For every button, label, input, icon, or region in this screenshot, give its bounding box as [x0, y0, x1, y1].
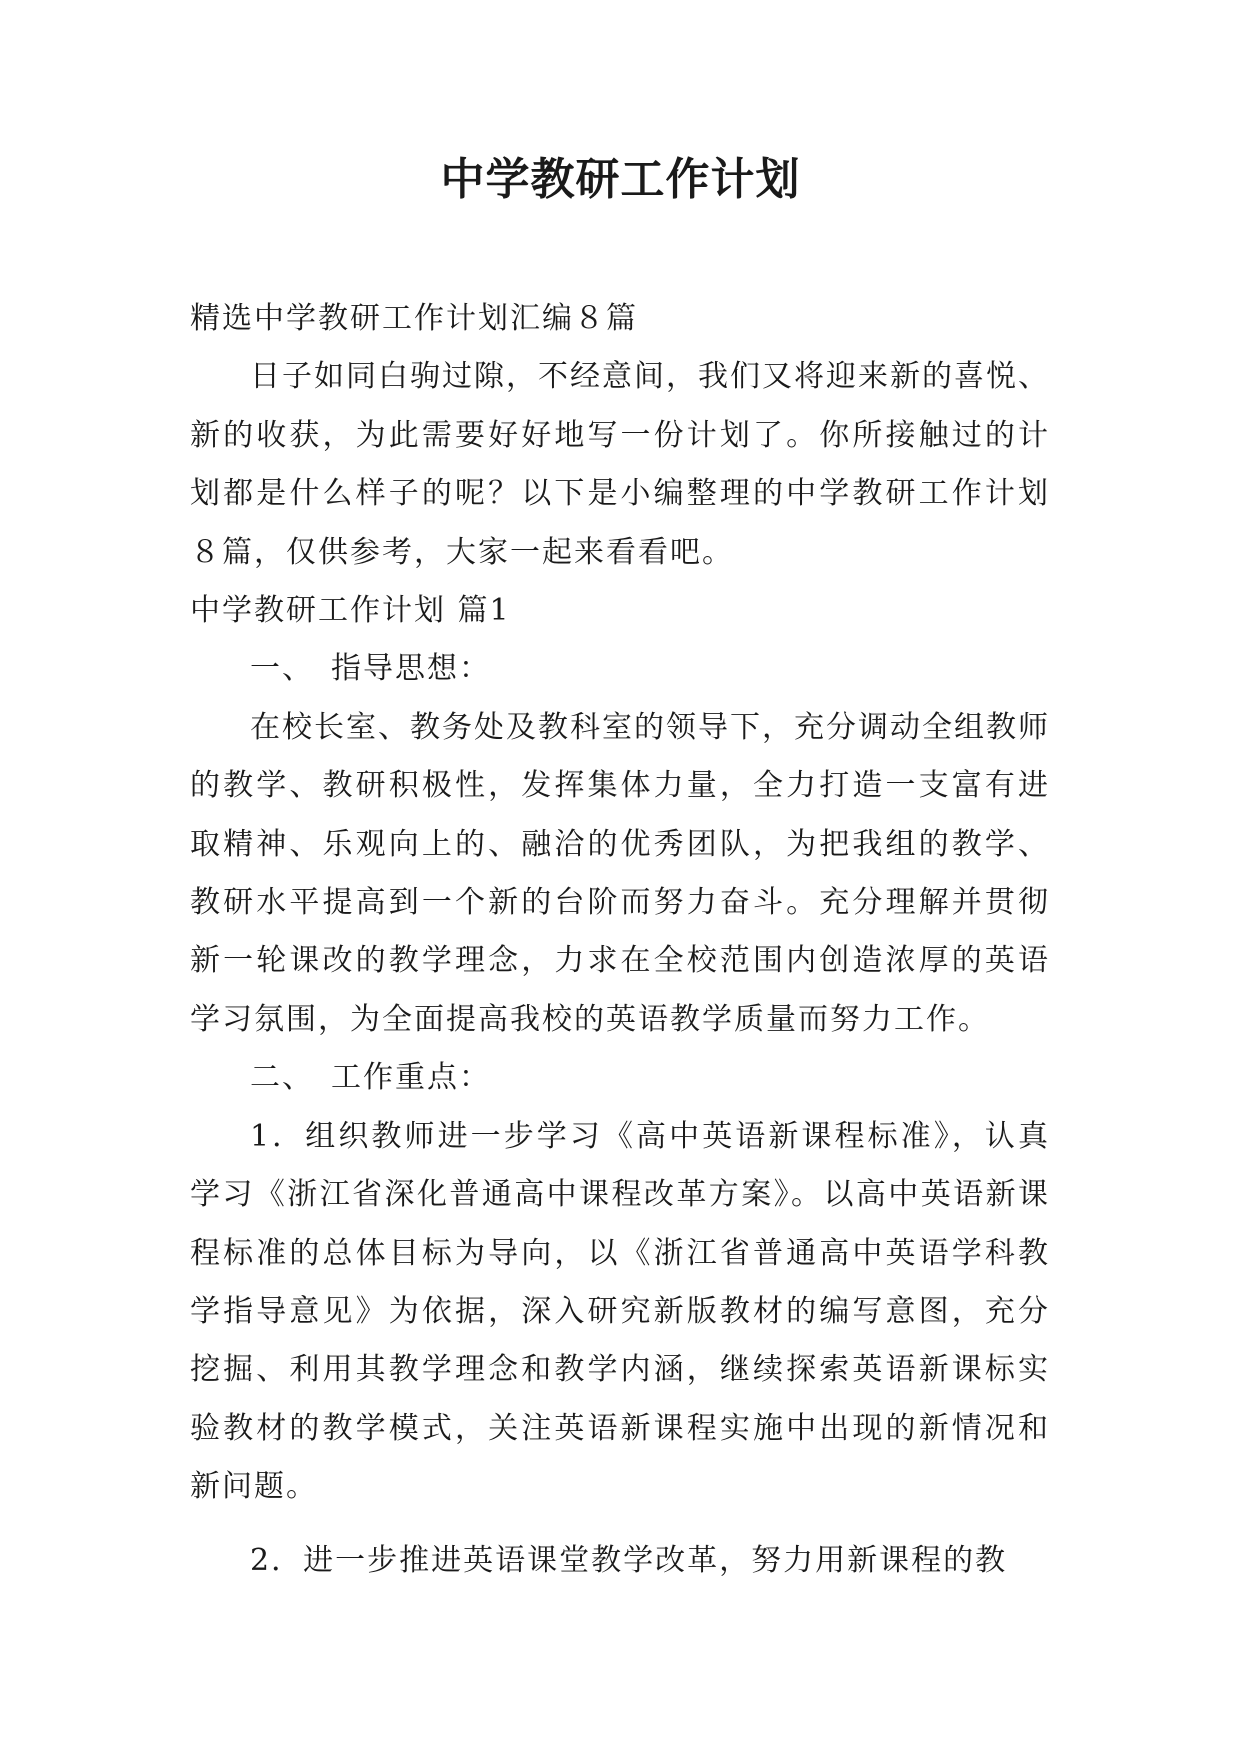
section-heading: 中学教研工作计划 篇1: [190, 593, 511, 629]
subheading-work-focus: 二、 工作重点：: [250, 1060, 491, 1096]
work-focus-item-2: 2．进一步推进英语课堂教学改革，努力用新课程的教: [250, 1542, 1008, 1578]
document-title: 中学教研工作计划: [440, 154, 801, 205]
collection-heading: 精选中学教研工作计划汇编８篇: [190, 301, 638, 336]
work-focus-item-1: 1．组织教师进一步学习《高中英语新课程标准》，认真学习《浙江省深化普通高中课程改革方案》。以高中英语新课程标准的总体目标为导向，以《浙江省普通高中英语学科教学指导意见》为依据，深入研究新版教材的编写意图，充分挖掘、利用其教学理念和教学内涵，继续探索英语新课标实验教材的教学模式，关注英语新课程实施中出现的新情况和新问题。: [190, 1118, 1050, 1505]
document-body: [190, 290, 1050, 1590]
guiding-thought-paragraph: 在校长室、教务处及教科室的领导下，充分调动全组教师的教学、教研积极性，发挥集体力量，全力打造一支富有进取精神、乐观向上的、融洽的优秀团队，为把我组的教学、教研水平提高到一个新的台阶而努力奋斗。充分理解并贯彻新一轮课改的教学理念，力求在全校范围内创造浓厚的英语学习氛围，为全面提高我校的英语教学质量而努力工作。: [190, 709, 1050, 1037]
subheading-guiding-thought: 一、 指导思想：: [250, 651, 491, 687]
intro-paragraph: 日子如同白驹过隙，不经意间，我们又将迎来新的喜悦、新的收获，为此需要好好地写一份计划了。你所接触过的计划都是什么样子的呢？以下是小编整理的中学教研工作计划８篇，仅供参考，大家一起来看看吧。: [190, 359, 1050, 570]
